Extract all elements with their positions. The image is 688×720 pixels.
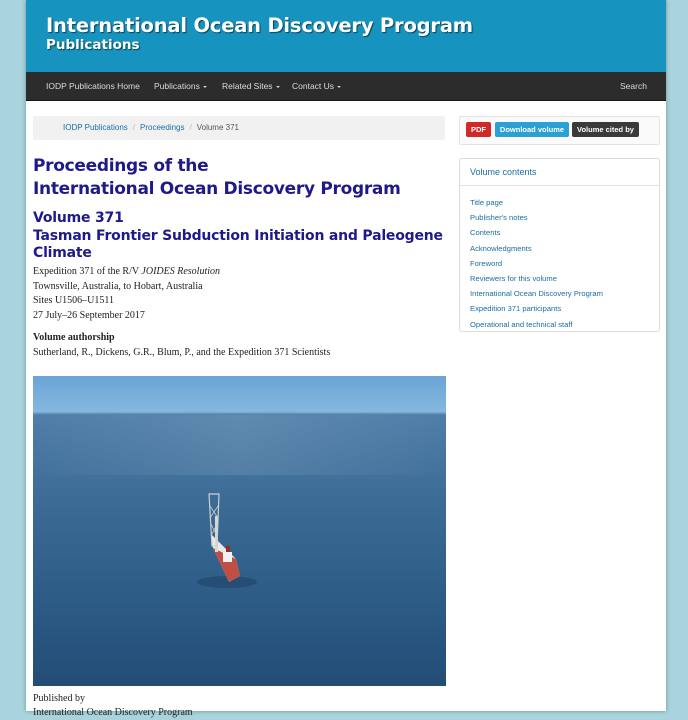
expedition-line — [33, 265, 453, 280]
volume-number: Volume 371 — [33, 210, 124, 226]
pdf-button[interactable]: PDF — [466, 122, 491, 137]
publisher-name: International Ocean Discovery Program — [33, 707, 193, 718]
contents-link-foreword[interactable]: Foreword — [470, 258, 503, 268]
breadcrumb-separator: / — [189, 123, 192, 132]
nav-iodp-publications-home[interactable]: IODP Publications Home — [46, 81, 140, 91]
ship-illustration — [33, 376, 446, 686]
nav-search[interactable]: Search — [620, 81, 647, 91]
caret-down-icon — [276, 86, 280, 88]
contents-link-contents[interactable]: Contents — [470, 228, 501, 238]
nav-contact-us-dropdown[interactable] — [292, 72, 341, 100]
contents-link-iodp[interactable]: International Ocean Discovery Program — [470, 289, 603, 299]
page-title-line-2: International Ocean Discovery Program — [33, 179, 401, 199]
expedition-dates: 27 July–26 September 2017 — [33, 309, 145, 321]
contents-link-reviewers[interactable]: Reviewers for this volume — [470, 273, 557, 283]
breadcrumb — [33, 116, 445, 140]
top-navbar — [26, 72, 666, 101]
page-title-line-1: Proceedings of the — [33, 156, 209, 176]
nav-contact-us-label: Contact Us — [292, 81, 335, 91]
volume-heading — [33, 210, 453, 263]
breadcrumb-iodp-publications[interactable]: IODP Publications — [63, 123, 128, 132]
volume-cited-by-button[interactable]: Volume cited by — [572, 122, 639, 137]
authorship-heading: Volume authorship — [33, 332, 115, 343]
cover-photo-ship-at-sea — [33, 376, 446, 686]
nav-related-sites-dropdown[interactable] — [222, 72, 280, 100]
volume-actions — [459, 116, 660, 145]
breadcrumb-current: Volume 371 — [196, 123, 239, 132]
page-container — [26, 0, 666, 718]
volume-contents-list — [460, 186, 659, 332]
expedition-prefix: Expedition 371 of the R/V — [33, 266, 142, 277]
nav-publications-dropdown[interactable] — [154, 72, 207, 100]
contents-link-participants[interactable]: Expedition 371 participants — [470, 304, 562, 314]
expedition-route: Townsville, Australia, to Hobart, Australia — [33, 280, 203, 292]
breadcrumb-proceedings[interactable]: Proceedings — [140, 123, 185, 132]
contents-link-acknowledgments[interactable]: Acknowledgments — [470, 243, 532, 253]
published-by-label: Published by — [33, 693, 85, 704]
caret-down-icon — [337, 86, 341, 88]
page-title — [33, 155, 453, 201]
expedition-info — [33, 265, 453, 360]
vessel-name: JOIDES Resolution — [141, 266, 221, 277]
volume-contents-heading: Volume contents — [460, 159, 659, 186]
contents-link-publishers-notes[interactable]: Publisher's notes — [470, 213, 528, 223]
site-subtitle[interactable]: Publications — [46, 37, 140, 53]
breadcrumb-separator: / — [132, 123, 136, 132]
download-volume-button[interactable]: Download volume — [495, 122, 569, 137]
expedition-sites: Sites U1506–U1511 — [33, 295, 115, 306]
nav-publications-label: Publications — [154, 81, 200, 91]
site-banner — [26, 0, 666, 72]
authorship-names: Sutherland, R., Dickens, G.R., Blum, P., and the Expedition 371 Scientists — [33, 346, 331, 358]
volume-title: Tasman Frontier Subduction Initiation and Paleogene Climate — [33, 227, 443, 261]
caret-down-icon — [203, 86, 207, 88]
volume-contents-panel — [459, 158, 660, 332]
contents-link-title-page[interactable]: Title page — [470, 198, 504, 207]
site-title[interactable]: International Ocean Discovery Program — [46, 14, 473, 37]
nav-related-sites-label: Related Sites — [222, 81, 273, 91]
publisher-info — [33, 692, 193, 720]
contents-link-operational-staff[interactable]: Operational and technical staff — [470, 319, 573, 329]
